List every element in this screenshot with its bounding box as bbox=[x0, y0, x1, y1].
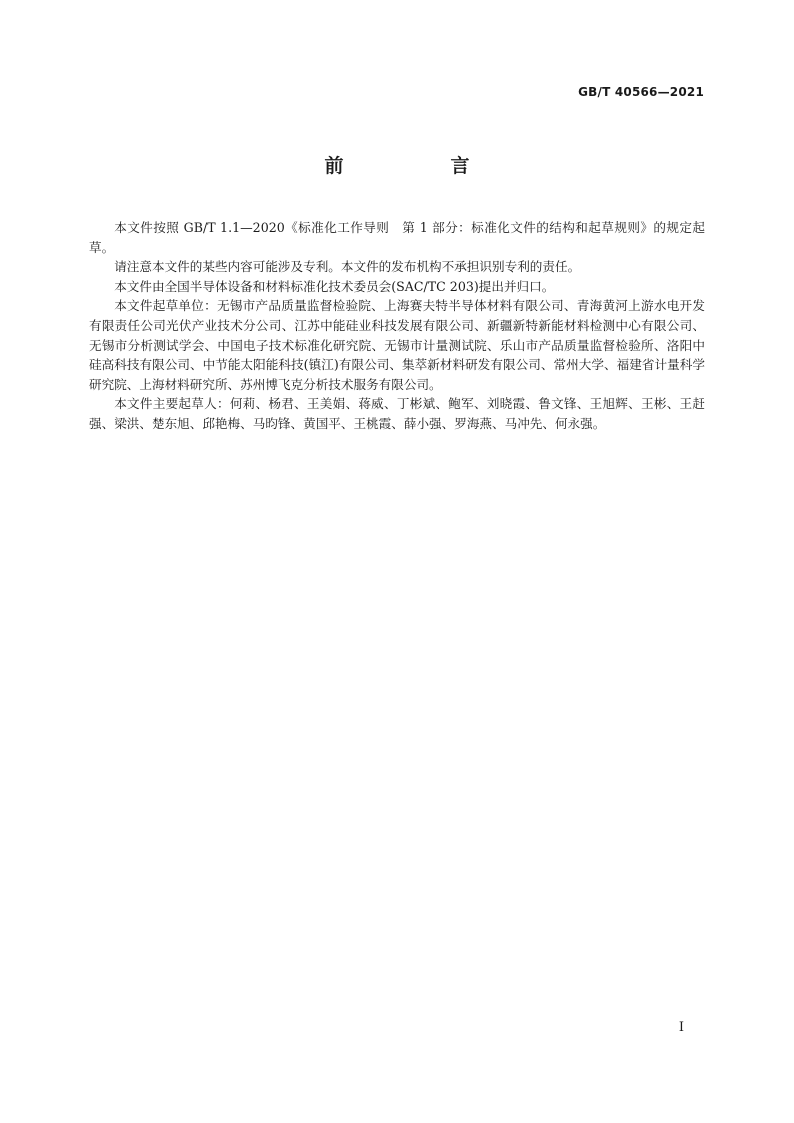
paragraph-drafting-units: 本文件起草单位：无锡市产品质量监督检验院、上海赛夫特半导体材料有限公司、青海黄河上游水电开发有限责任公司光伏产业技术分公司、江苏中能硅业科技发展有限公司、新疆新特新能材料检测中心有限公司、无锡市分析测试学会、中国电子技术标准化研究院、无锡市计量测试院、乐山市产品质量监督检验所、洛阳中硅高科技有限公司、中节能太阳能科技(镇江)有限公司、集萃新材料研发有限公司、常州大学、福建省计量科学研究院、上海材料研究所、苏州博飞克分析技术服务有限公司。 bbox=[89, 298, 705, 392]
page-number: I bbox=[678, 1020, 684, 1035]
paragraph-drafters: 本文件主要起草人：何莉、杨君、王美娟、蒋威、丁彬斌、鲍军、刘晓霞、鲁文锋、王旭辉、王彬、王赶强、梁洪、楚东旭、邱艳梅、马昀锋、黄国平、王桃霞、薛小强、罗海燕、马冲先、何永强。 bbox=[89, 396, 705, 431]
page-title: 前 言 bbox=[324, 155, 514, 177]
paragraph-committee: 本文件由全国半导体设备和材料标准化技术委员会(SAC/TC 203)提出并归口。 bbox=[114, 278, 555, 294]
standard-number: GB/T 40566—2021 bbox=[578, 85, 704, 99]
paragraph-drafting-rules: 本文件按照 GB/T 1.1—2020《标准化工作导则 第 1 部分：标准化文件的结构和起草规则》的规定起草。 bbox=[89, 220, 705, 255]
paragraph-patent-notice: 请注意本文件的某些内容可能涉及专利。本文件的发布机构不承担识别专利的责任。 bbox=[114, 259, 581, 275]
foreword-body bbox=[89, 218, 705, 434]
